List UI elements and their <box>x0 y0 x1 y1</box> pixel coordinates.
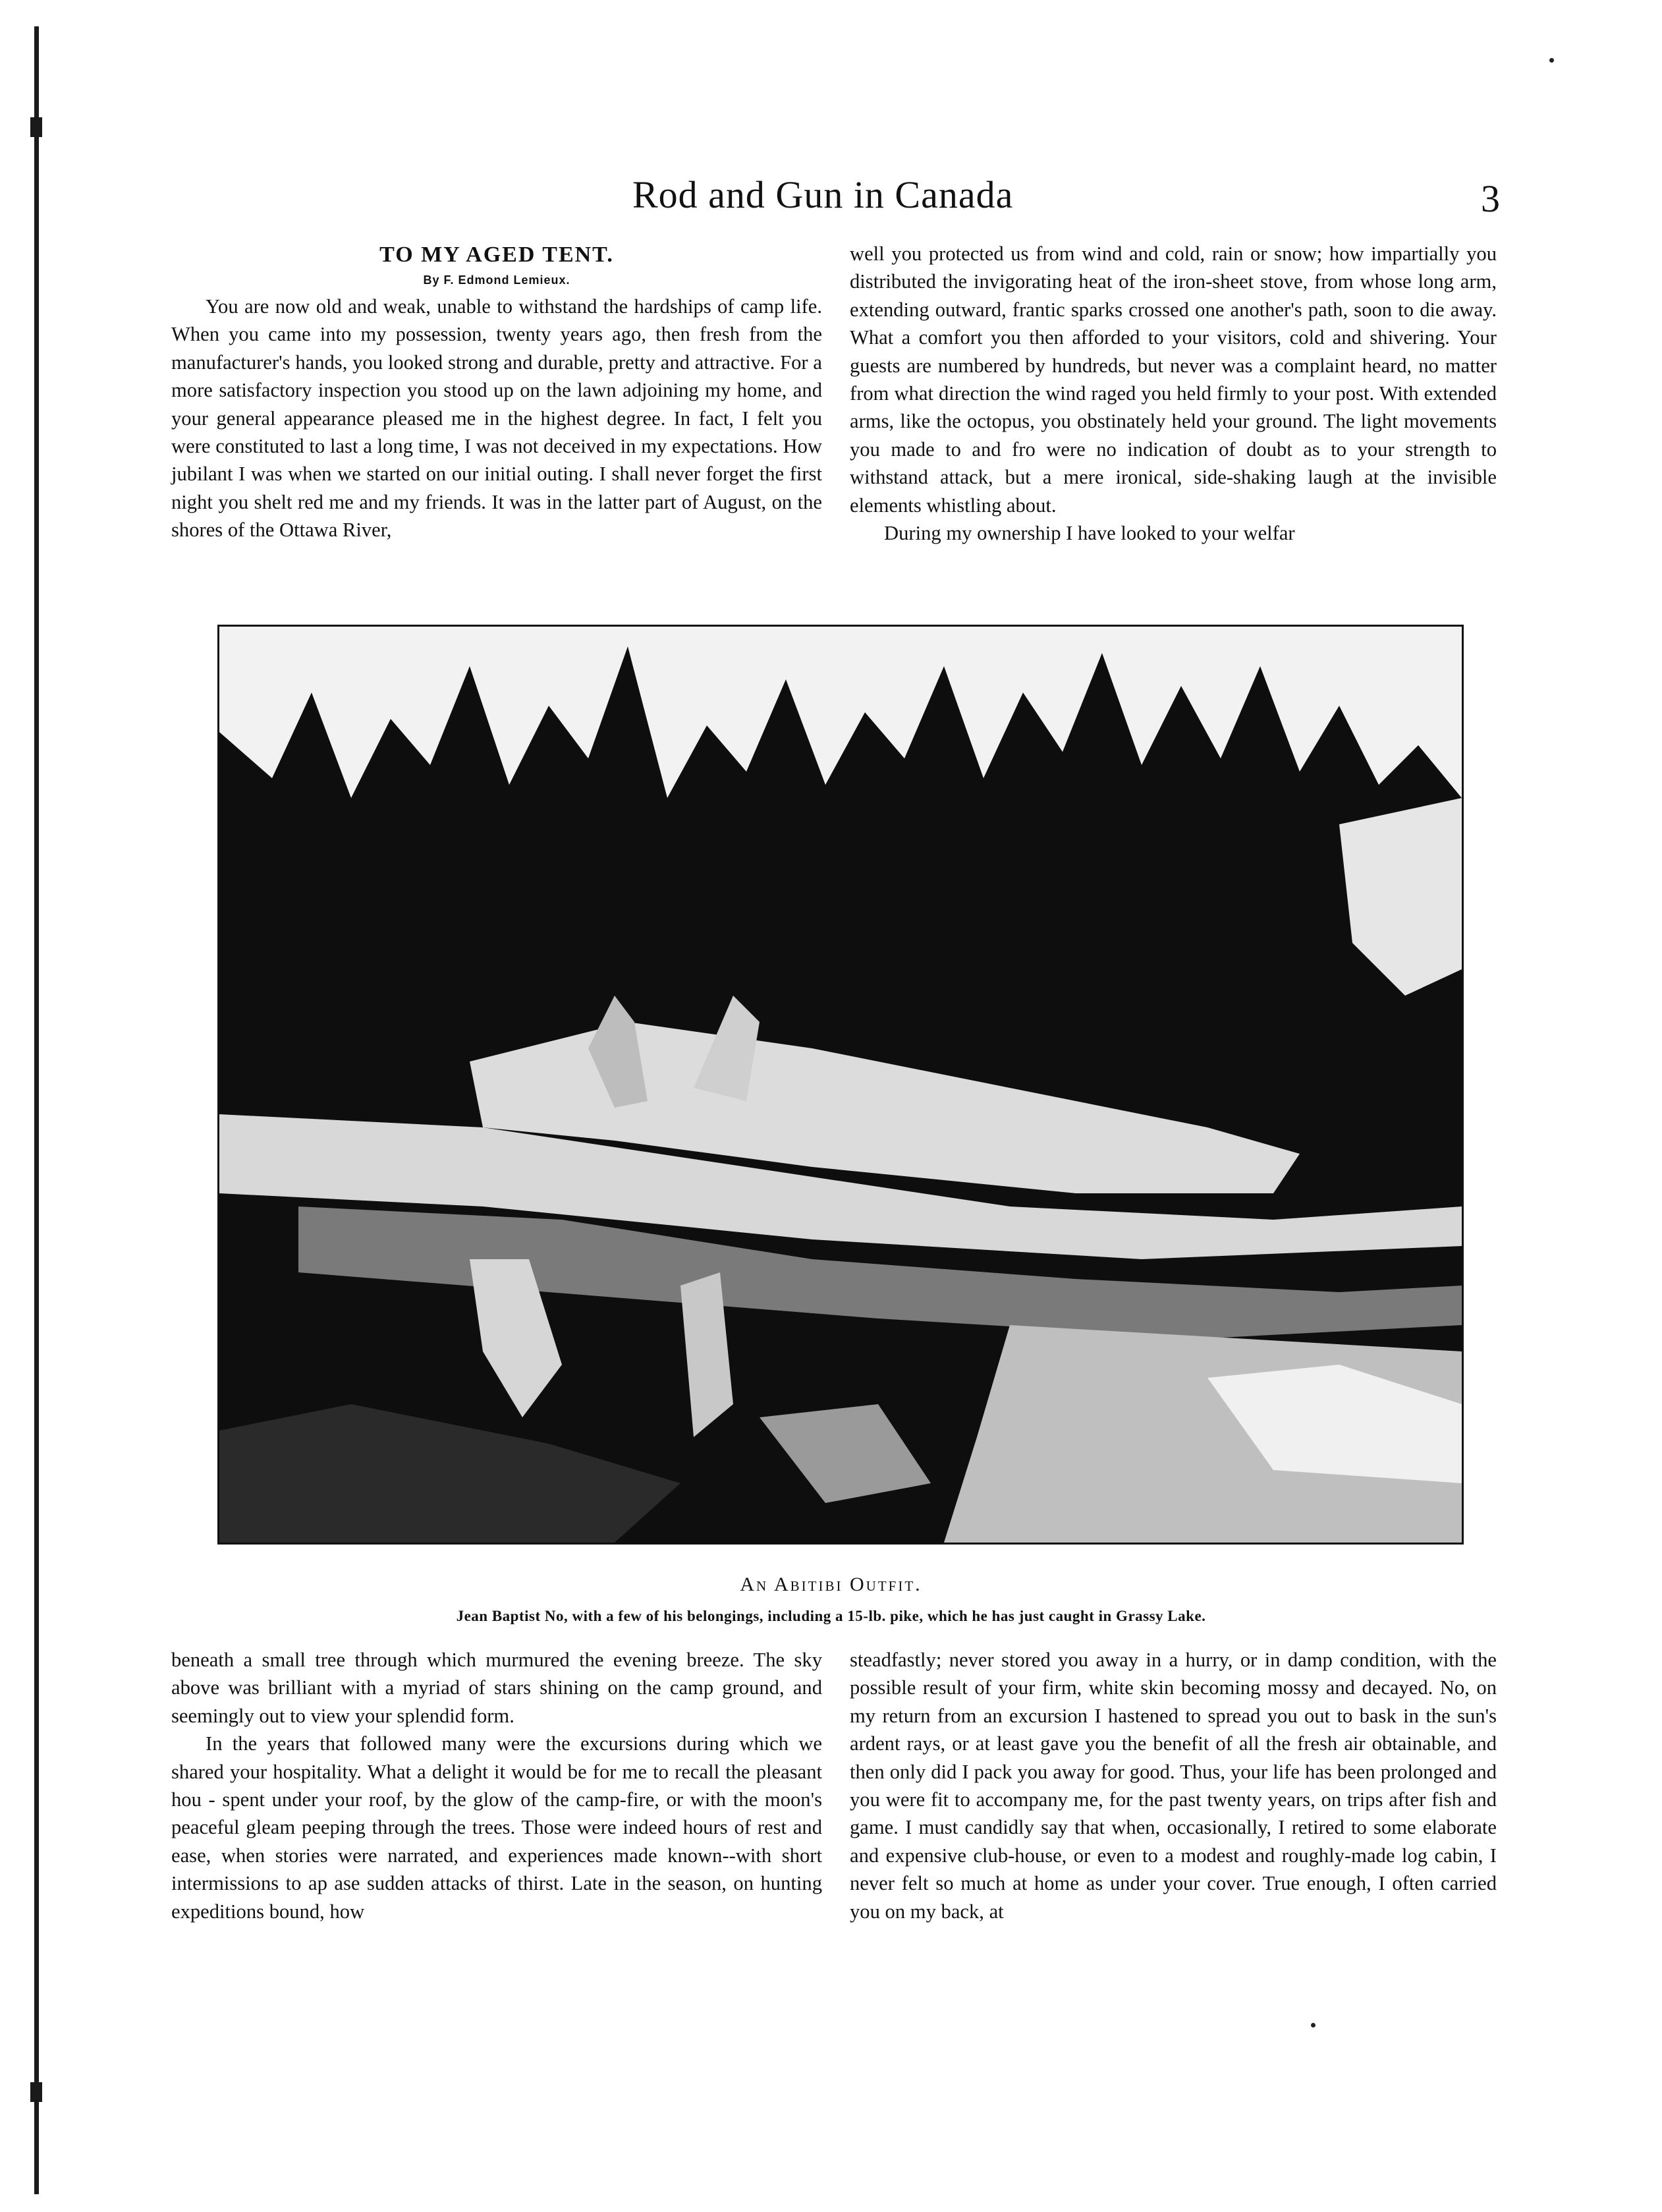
paragraph: During my ownership I have looked to your welfar <box>884 522 1295 545</box>
column-top-right <box>850 240 1497 547</box>
paragraph: well you protected us from wind and cold, rain or snow; how impartially you distributed the invigorating heat of the iron-sheet stove, from whose long arm, extending outward, frantic sparks crossed one another's path, soon to die away. What a comfort you then afforded to your visitors, cold and shivering. Your guests are numbered by hundreds, but never was a complaint heard, no matter from what direction the wind raged you held firmly to your post. With extended arms, like the octopus, you obstinately held your ground. The light movements you made to and fro were no indication of doubt as to your strength to withstand attack, but a mere ironical, side-shaking laugh at the invisible elements whistling about. <box>850 242 1497 517</box>
binding-edge-line <box>34 26 39 2194</box>
binding-mark <box>30 2082 42 2102</box>
column-bottom-left <box>171 1646 822 1925</box>
camp-photograph <box>217 625 1464 1545</box>
running-head: Rod and Gun in Canada <box>632 173 1014 216</box>
article-byline: By F. Edmond Lemieux. <box>423 273 570 287</box>
binding-mark <box>30 117 42 137</box>
column-top-left <box>171 240 822 544</box>
ink-speck <box>1311 2023 1316 2028</box>
article-title: TO MY AGED TENT. <box>379 242 614 267</box>
photo-caption: Jean Baptist No, with a few of his belongings, including a 15-lb. pike, which he has just caught in Grassy Lake. <box>456 1608 1206 1624</box>
paragraph: steadfastly; never stored you away in a hurry, or in damp condition, with the possible result of your firm, white skin becoming mossy and decayed. No, on my return from an excursion I hastened to spread you out to bask in the sun's ardent rays, or at least gave you the benefit of all the fresh air obtainable, and then only did I pack you away for good. Thus, your life has been prolonged and you were fit to accompany me, for the past twenty years, on trips after fish and game. I must candidly say that when, occasionally, I retired to some elaborate and expensive club-house, or even to a modest and roughly-made log cabin, I never felt so much at home as under your cover. True enough, I often carried you on my back, at <box>850 1649 1497 1923</box>
paragraph: In the years that followed many were the excursions during which we shared your hospitality. What a delight it would be for me to recall the pleasant hou - spent under your roof, by the glow of the camp-fire, or with the moon's peaceful gleam peeping through the trees. Those were indeed hours of rest and ease, when stories were narrated, and experiences made known--with short intermissions to ap ase sudden attacks of thirst. Late in the season, on hunting expeditions bound, how <box>171 1732 822 1923</box>
paragraph: beneath a small tree through which murmured the evening breeze. The sky above was brilliant with a myriad of stars shining on the camp ground, and seemingly out to view your splendid form. <box>171 1649 822 1727</box>
column-bottom-right <box>850 1646 1497 1925</box>
paragraph: You are now old and weak, unable to withstand the hardships of camp life. When you came into my possession, twenty years ago, then fresh from the manufacturer's hands, you looked strong and durable, pretty and attractive. For a more satisfactory inspection you stood up on the lawn adjoining my home, and your general appearance pleased me in the highest degree. In fact, I felt you were constituted to last a long time, I was not deceived in my expectations. How jubilant I was when we started on our initial outing. I shall never forget the first night you shelt red me and my friends. It was in the latter part of August, on the shores of the Ottawa River, <box>171 295 822 542</box>
ink-speck <box>1549 58 1554 63</box>
photo-caption-title: An Abitibi Outfit. <box>740 1574 922 1595</box>
page-number: 3 <box>1481 177 1500 220</box>
